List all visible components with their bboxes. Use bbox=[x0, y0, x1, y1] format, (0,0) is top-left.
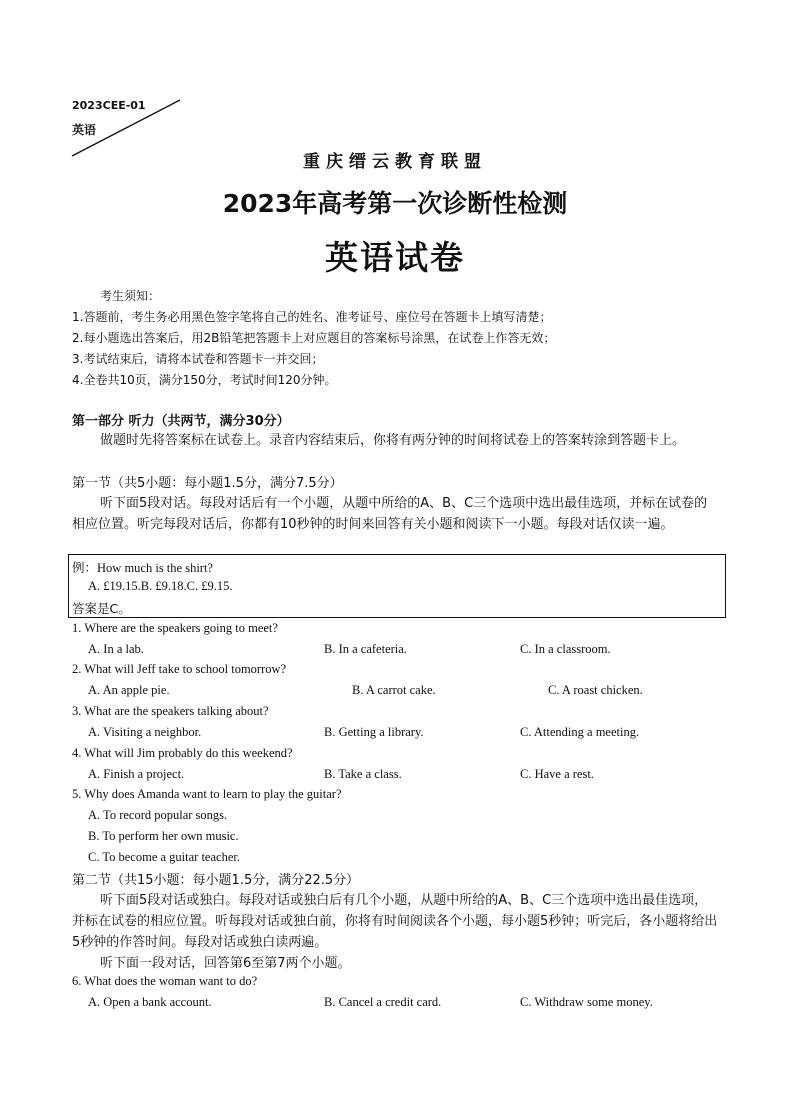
question-6: 6. What does the woman want to do? bbox=[72, 974, 258, 988]
paper-title: 英语试卷 bbox=[325, 238, 465, 277]
section2-instructions: 听下面5段对话或独白。每段对话或独白后有几个小题，从题中所给的A、B、C三个选项中选出最佳选项，并标在试卷的相应位置。听每段对话或独白前，你将有时间阅读各个小题，每小题5秒钟；听完后，各小题将给出5秒钟的作答时间。每段对话或独白读两遍。 bbox=[72, 893, 718, 950]
question-5: 5. Why does Amanda want to learn to play the guitar? bbox=[72, 787, 342, 801]
q3-option-c: C. Attending a meeting. bbox=[520, 725, 640, 739]
part1-heading: 第一部分 听力（共两节，满分30分） bbox=[72, 414, 290, 429]
q2-option-b: B. A carrot cake. bbox=[352, 683, 436, 697]
q1-option-a: A. In a lab. bbox=[88, 642, 144, 656]
q3-option-b: B. Getting a library. bbox=[324, 725, 424, 739]
q1-option-c: C. In a classroom. bbox=[520, 642, 611, 656]
example-options: A. £19.15.B. £9.18.C. £9.15. bbox=[88, 579, 233, 593]
question-3: 3. What are the speakers talking about? bbox=[72, 704, 269, 718]
question-4: 4. What will Jim probably do this weekend? bbox=[72, 746, 293, 760]
section2-heading: 第二节（共15小题：每小题1.5分，满分22.5分） bbox=[72, 873, 360, 888]
q5-option-a: A. To record popular songs. bbox=[88, 808, 228, 822]
question-2: 2. What will Jeff take to school tomorrow? bbox=[72, 662, 287, 676]
question-1: 1. Where are the speakers going to meet? bbox=[72, 621, 278, 635]
q4-option-c: C. Have a rest. bbox=[520, 767, 594, 781]
q6-option-c: C. Withdraw some money. bbox=[520, 995, 653, 1009]
q5-option-c: C. To become a guitar teacher. bbox=[88, 850, 240, 864]
q5-option-b: B. To perform her own music. bbox=[88, 829, 239, 843]
note-item: 3.考试结束后，请将本试卷和答题卡一并交回； bbox=[72, 352, 324, 366]
note-item: 4.全卷共10页，满分150分，考试时间120分钟。 bbox=[72, 373, 337, 387]
part1-intro: 做题时先将答案标在试卷上。录音内容结束后，你将有两分钟的时间将试卷上的答案转涂到答题卡上。 bbox=[100, 433, 686, 448]
example-answer: 答案是C。 bbox=[72, 601, 131, 616]
example-prefix: 例： bbox=[72, 560, 98, 575]
q6-option-a: A. Open a bank account. bbox=[88, 995, 212, 1009]
exam-title: 2023年高考第一次诊断性检测 bbox=[222, 189, 568, 218]
example-question: How much is the shirt? bbox=[97, 561, 213, 575]
note-item: 1.答题前，考生务必用黑色签字笔将自己的姓名、准考证号、座位号在答题卡上填写清楚； bbox=[72, 310, 552, 324]
subject-label: 英语 bbox=[72, 123, 97, 137]
q2-option-a: A. An apple pie. bbox=[88, 683, 170, 697]
q6-option-b: B. Cancel a credit card. bbox=[324, 995, 442, 1009]
q1-option-b: B. In a cafeteria. bbox=[324, 642, 407, 656]
alliance-name: 重庆缙云教育联盟 bbox=[303, 152, 487, 172]
note-item: 2.每小题选出答案后，用2B铅笔把答题卡上对应题目的答案标号涂黑，在试卷上作答无效； bbox=[72, 331, 556, 345]
q3-option-a: A. Visiting a neighbor. bbox=[88, 725, 202, 739]
q4-option-a: A. Finish a project. bbox=[88, 767, 185, 781]
exam-code: 2023CEE-01 bbox=[72, 99, 146, 112]
section1-instructions: 听下面5段对话。每段对话后有一个小题，从题中所给的A、B、C三个选项中选出最佳选项，并标在试卷的相应位置。听完每段对话后，你都有10秒钟的时间来回答有关小题和阅读下一小题。每段对话仅读一遍。 bbox=[72, 496, 708, 532]
notes-heading: 考生须知： bbox=[100, 289, 161, 303]
section1-heading: 第一节（共5小题：每小题1.5分，满分7.5分） bbox=[72, 476, 343, 491]
section2-sub-instructions: 听下面一段对话，回答第6至第7两个小题。 bbox=[100, 956, 351, 971]
q4-option-b: B. Take a class. bbox=[324, 767, 402, 781]
q2-option-c: C. A roast chicken. bbox=[548, 683, 643, 697]
